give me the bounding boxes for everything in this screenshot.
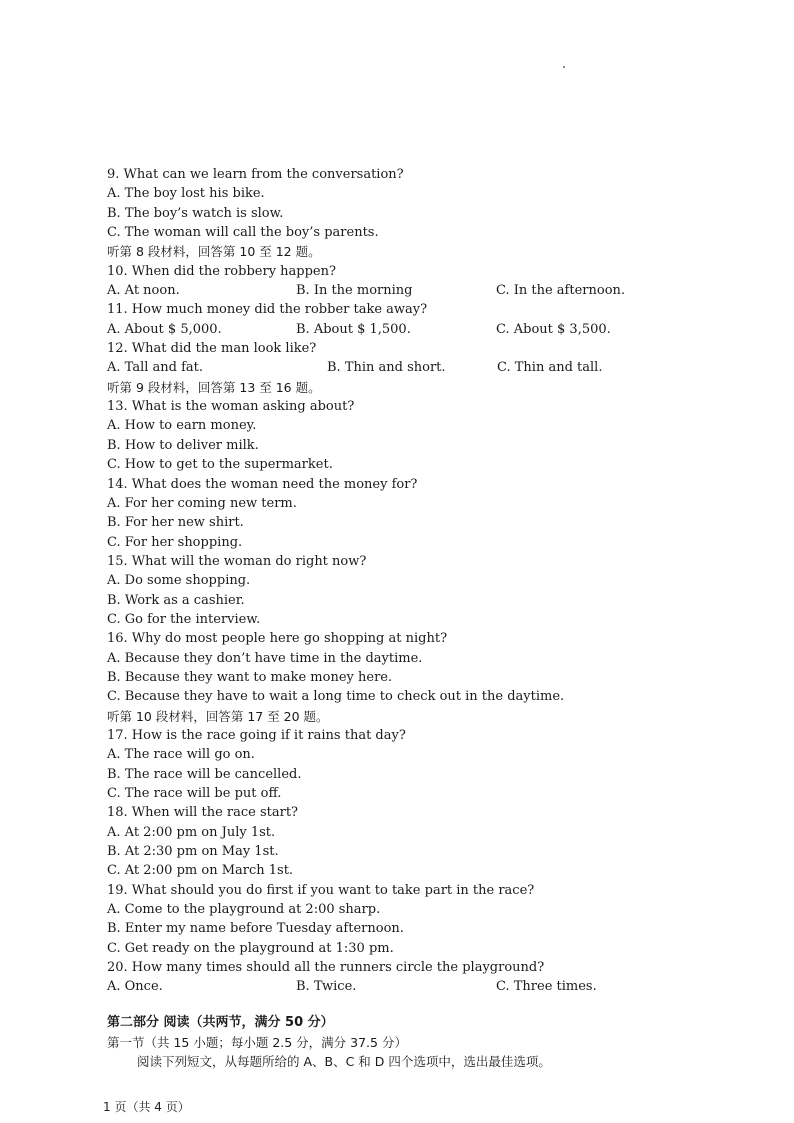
question-text: 18. When will the race start?	[107, 805, 299, 821]
page-number: 1 页（共 4 页）	[103, 1100, 190, 1114]
answer-option: C. Thin and tall.	[497, 360, 603, 376]
answer-option: C. Get ready on the playground at 1:30 pm.	[107, 940, 394, 956]
answer-option: B. Twice.	[296, 979, 357, 995]
question-text: 16. Why do most people here go shopping at night?	[107, 631, 448, 647]
question-text: 11. How much money did the robber take away?	[107, 302, 428, 318]
question-text: 12. What did the man look like?	[107, 341, 317, 357]
answer-option: B. The race will be cancelled.	[107, 766, 302, 782]
answer-option: C. The woman will call the boy’s parents.	[107, 225, 379, 241]
answer-option: B. Work as a cashier.	[107, 592, 245, 608]
part-two-title: 第二部分 阅读（共两节，满分 50 分）	[107, 1015, 334, 1030]
listening-questions	[107, 165, 707, 997]
question-text: 20. How many times should all the runners circle the playground?	[107, 960, 545, 976]
answer-option: C. How to get to the supermarket.	[107, 457, 333, 473]
answer-option: B. For her new shirt.	[107, 515, 244, 531]
answer-option: C. Go for the interview.	[107, 611, 261, 627]
answer-option: A. At noon.	[107, 283, 180, 299]
answer-option: A. At 2:00 pm on July 1st.	[107, 824, 276, 840]
answer-option: A. About $ 5,000.	[107, 321, 222, 337]
question-text: 13. What is the woman asking about?	[107, 399, 355, 415]
answer-option: C. At 2:00 pm on March 1st.	[107, 863, 294, 879]
question-text: 14. What does the woman need the money for?	[107, 476, 418, 492]
question-text: 17. How is the race going if it rains that day?	[107, 727, 406, 743]
answer-option: A. Once.	[107, 979, 163, 995]
answer-option: C. The race will be put off.	[107, 786, 282, 801]
question-text: 9. What can we learn from the conversation?	[107, 167, 404, 182]
answer-option: C. For her shopping.	[107, 534, 243, 550]
reading-instruction: 阅读下列短文，从每题所给的 A、B、C 和 D 四个选项中，选出最佳选项。	[137, 1054, 551, 1069]
answer-option: A. The boy lost his bike.	[107, 186, 265, 202]
answer-option: A. The race will go on.	[107, 747, 255, 763]
answer-option: B. In the morning	[296, 283, 413, 299]
answer-option: A. How to earn money.	[107, 418, 257, 434]
answer-option: C. In the afternoon.	[496, 283, 626, 299]
answer-option: B. How to deliver milk.	[107, 437, 259, 453]
option-row	[107, 281, 707, 300]
question-text: 15. What will the woman do right now?	[107, 553, 367, 569]
answer-option: B. Because they want to make money here.	[107, 669, 393, 685]
answer-option: B. The boy’s watch is slow.	[107, 205, 284, 221]
option-row	[107, 320, 707, 339]
section-one-heading: 第一节（共 15 小题；每小题 2.5 分，满分 37.5 分）	[107, 1034, 407, 1050]
answer-option: C. About $ 3,500.	[496, 321, 611, 337]
question-text: 19. What should you do first if you want to take part in the race?	[107, 882, 535, 898]
answer-option: C. Three times.	[496, 979, 597, 995]
answer-option: A. Do some shopping.	[107, 573, 251, 589]
answer-option: A. Come to the playground at 2:00 sharp.	[107, 902, 381, 918]
section-instruction: 听第 9 段材料，回答第 13 至 16 题。	[107, 379, 321, 395]
part-two-reading	[107, 1013, 707, 1072]
answer-option: C. Because they have to wait a long time to check out in the daytime.	[107, 689, 565, 705]
section-instruction: 听第 10 段材料，回答第 17 至 20 题。	[107, 708, 329, 724]
question-text: 10. When did the robbery happen?	[107, 263, 336, 279]
answer-option: A. Tall and fat.	[107, 360, 204, 376]
answer-option: B. About $ 1,500.	[296, 321, 411, 337]
answer-option: A. For her coming new term.	[107, 495, 297, 511]
answer-option: B. At 2:30 pm on May 1st.	[107, 844, 279, 860]
answer-option: B. Thin and short.	[327, 360, 446, 376]
option-row	[107, 358, 707, 377]
answer-option: B. Enter my name before Tuesday afternoon.	[107, 921, 404, 937]
option-row	[107, 977, 707, 996]
answer-option: A. Because they don’t have time in the daytime.	[107, 650, 423, 666]
scan-speck	[563, 66, 565, 68]
section-instruction: 听第 8 段材料，回答第 10 至 12 题。	[107, 244, 321, 260]
